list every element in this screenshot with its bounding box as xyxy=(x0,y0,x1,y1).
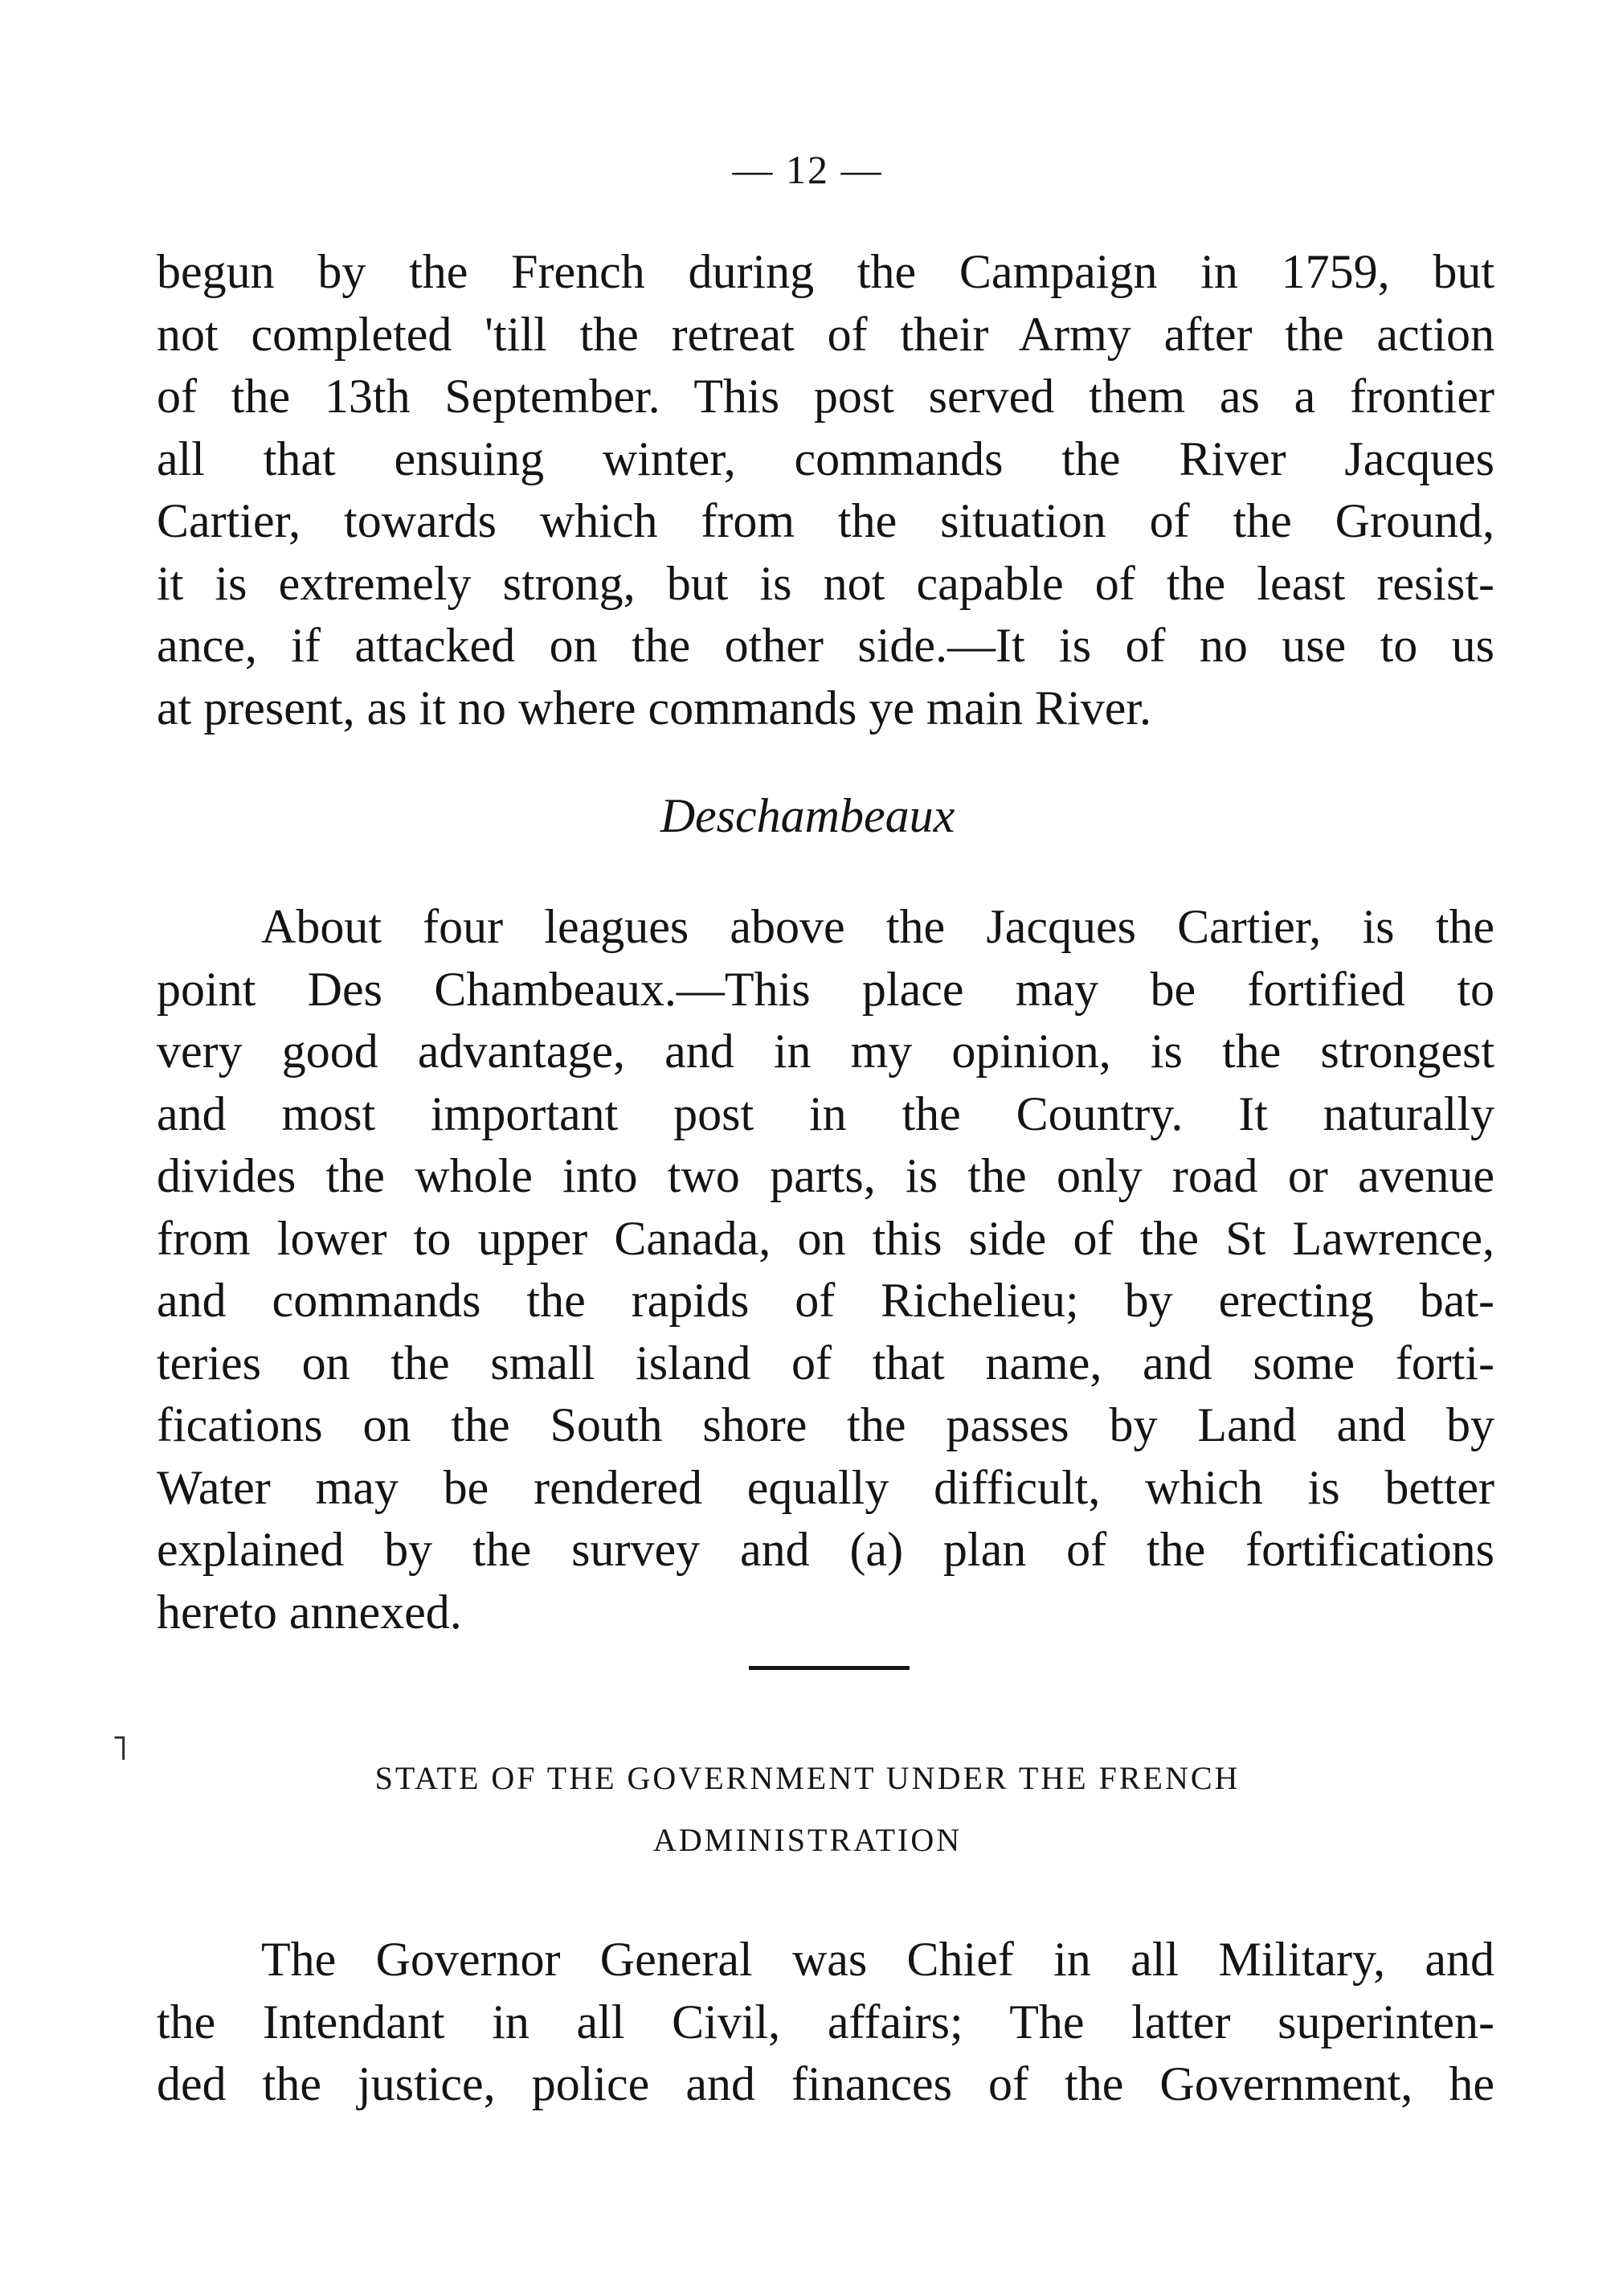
text-line: ance, if attacked on the other side.—It is of no use to us xyxy=(157,619,1494,672)
section-heading-line-2: ADMINISTRATION xyxy=(652,1822,963,1858)
text-line: all that ensuing winter, commands the River Jacques xyxy=(157,432,1494,485)
text-line: from lower to upper Canada, on this side of the St Lawrence, xyxy=(157,1211,1494,1265)
text-line: and commands the rapids of Richelieu; by erecting bat- xyxy=(157,1274,1494,1327)
paragraph-government xyxy=(157,1929,1494,2116)
text-line: fications on the South shore the passes by Land and by xyxy=(157,1398,1494,1451)
section-heading-line-1: STATE OF THE GOVERNMENT UNDER THE FRENCH xyxy=(374,1760,1241,1796)
text-line: Water may be rendered equally difficult, which is better xyxy=(157,1460,1494,1514)
paragraph-deschambeaux xyxy=(157,896,1494,1643)
text-line: it is extremely strong, but is not capable of the least resist- xyxy=(157,556,1494,610)
text-line: explained by the survey and (a) plan of the fortifications xyxy=(157,1523,1494,1576)
page-number: — 12 — xyxy=(732,147,883,192)
text-line: The Governor General was Chief in all Military, and xyxy=(261,1933,1494,1986)
paragraph-fortification xyxy=(157,241,1494,739)
text-line: About four leagues above the Jacques Cartier, is the xyxy=(261,900,1494,953)
text-line: at present, as it no where commands ye main River. xyxy=(157,681,1151,735)
section-divider-rule xyxy=(749,1666,910,1670)
text-line: point Des Chambeaux.—This place may be fortified to xyxy=(157,962,1494,1016)
margin-mark: ˥ xyxy=(111,1728,129,1769)
text-line: divides the whole into two parts, is the only road or avenue xyxy=(157,1149,1494,1202)
text-line: and most important post in the Country. It naturally xyxy=(157,1087,1494,1140)
text-line: very good advantage, and in my opinion, is the strongest xyxy=(157,1025,1494,1078)
text-line: teries on the small island of that name, and some forti- xyxy=(157,1336,1494,1389)
text-line: hereto annexed. xyxy=(157,1585,462,1639)
text-line: the Intendant in all Civil, affairs; The latter superinten- xyxy=(157,1995,1494,2048)
text-line: not completed 'till the retreat of their Army after the action xyxy=(157,307,1494,361)
text-line: begun by the French during the Campaign in 1759, but xyxy=(157,245,1494,298)
section-subheading-deschambeaux: Deschambeaux xyxy=(660,789,955,842)
text-line: Cartier, towards which from the situation of the Ground, xyxy=(157,494,1494,547)
text-line: of the 13th September. This post served them as a frontier xyxy=(157,370,1494,423)
text-line: ded the justice, police and finances of the Government, he xyxy=(157,2057,1494,2110)
